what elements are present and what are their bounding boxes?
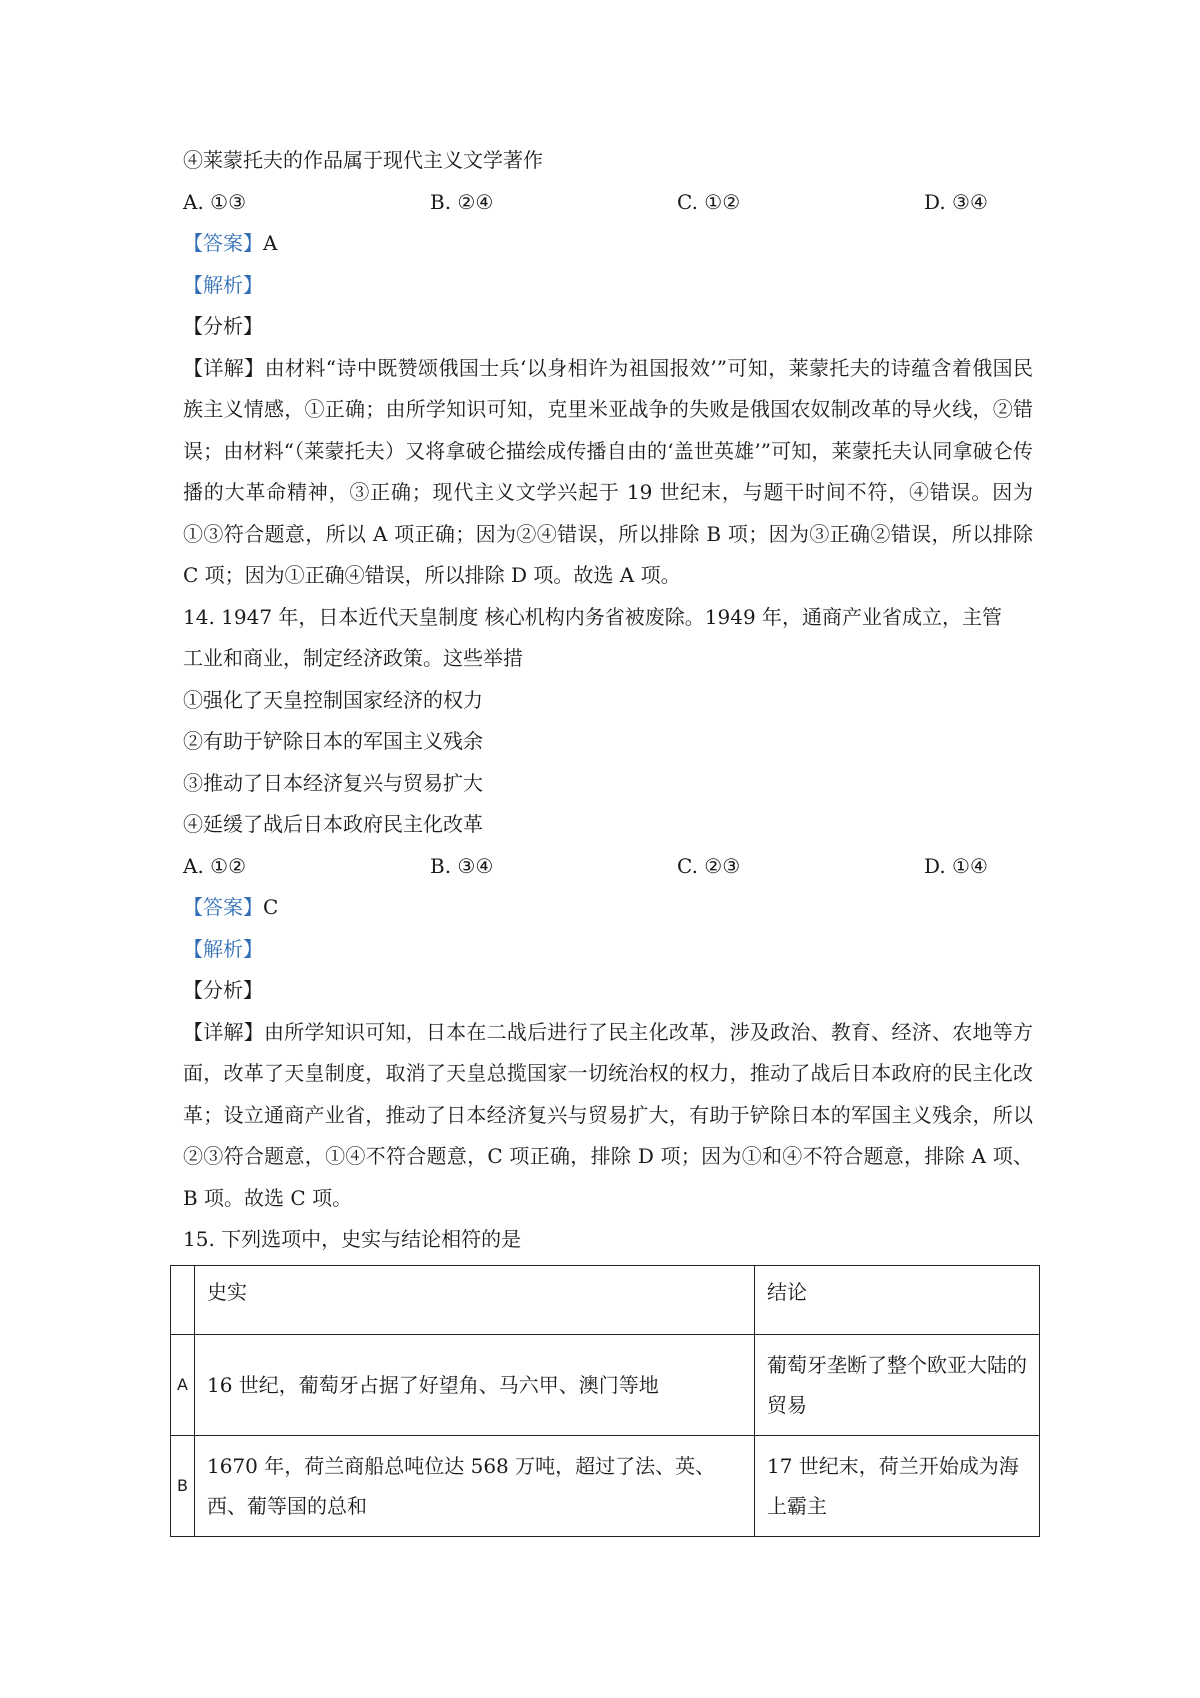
q14-detail — [183, 1012, 1033, 1220]
q14-stem: 14. 1947 年，日本近代天皇制度 核心机构内务省被废除。1949 年，通商产业省成立，主管 工业和商业，制定经济政策。这些举措 — [183, 604, 1003, 670]
detail-text: 由所学知识可知，日本在二战后进行了民主化改革，涉及政治、教育、经济、农地等方面，改革了天皇制度，取消了天皇总揽国家一切统治权的权力，推动了战后日本政府的民主化改革；设立通商产业省，推动了日本经济复兴与贸易扩大，有助于铲除日本的军国主义残余，所以②③符合题意，①④不符合题意，C 项正确，排除 D 项；因为①和④不符合题意，排除 A 项、B 项。故选 C 项。 — [183, 1019, 1034, 1210]
q15-table — [170, 1265, 1040, 1537]
table-row — [171, 1335, 1040, 1436]
q13-option-c: C. ①② — [677, 189, 741, 214]
table-header-key — [171, 1266, 195, 1335]
q14-fenxi-tag: 【分析】 — [183, 978, 263, 1002]
row-fact: 1670 年，荷兰商船总吨位达 568 万吨，超过了法、英、西、葡等国的总和 — [194, 1436, 754, 1537]
q14-option-c: C. ②③ — [677, 853, 741, 878]
q13-analysis-tag: 【解析】 — [183, 272, 263, 297]
q14-statement-2: ②有助于铲除日本的军国主义残余 — [183, 729, 483, 753]
q15-stem: 15. 下列选项中，史实与结论相符的是 — [183, 1227, 522, 1251]
q14-analysis-tag: 【解析】 — [183, 936, 263, 961]
answer-tag: 【答案】 — [183, 895, 263, 919]
q13-statement-4: ④莱蒙托夫的作品属于现代主义文学著作 — [183, 148, 543, 172]
row-key: B — [171, 1436, 195, 1537]
row-conclusion: 葡萄牙垄断了整个欧亚大陆的贸易 — [754, 1335, 1039, 1436]
q14-answer — [183, 887, 1033, 929]
q13-options — [183, 182, 1033, 224]
q13-fenxi-tag: 【分析】 — [183, 314, 263, 338]
q14-option-a: A. ①② — [183, 853, 247, 878]
q13-option-a: A. ①③ — [183, 189, 247, 214]
q13-option-d: D. ③④ — [924, 189, 988, 214]
answer-value: C — [263, 895, 279, 919]
row-fact: 16 世纪，葡萄牙占据了好望角、马六甲、澳门等地 — [194, 1335, 754, 1436]
document-body — [183, 140, 1033, 1261]
q14-statement-1: ①强化了天皇控制国家经济的权力 — [183, 687, 483, 712]
table-header-fact: 史实 — [194, 1266, 754, 1335]
q14-option-d: D. ①④ — [924, 853, 988, 878]
q13-answer — [183, 223, 1033, 265]
q14-option-b: B. ③④ — [430, 853, 494, 878]
table-header-row — [171, 1266, 1040, 1335]
q14-statement-4: ④延缓了战后日本政府民主化改革 — [183, 812, 483, 836]
detail-tag: 【详解】 — [183, 1019, 264, 1044]
answer-tag: 【答案】 — [183, 231, 263, 255]
detail-tag: 【详解】 — [183, 355, 265, 380]
table-row — [171, 1436, 1040, 1537]
row-conclusion: 17 世纪末，荷兰开始成为海上霸主 — [754, 1436, 1039, 1537]
row-key: A — [171, 1335, 195, 1436]
q14-options — [183, 846, 1033, 888]
q13-option-b: B. ②④ — [430, 189, 494, 214]
answer-value: A — [263, 231, 278, 255]
q13-detail — [183, 348, 1033, 597]
detail-text: 由材料“诗中既赞颂俄国士兵‘以身相许为祖国报效’”可知，莱蒙托夫的诗蕴含着俄国民族主义情感，①正确；由所学知识可知，克里米亚战争的失败是俄国农奴制改革的导火线，②错误；由材料“（莱蒙托夫）又将拿破仑描绘成传播自由的‘盖世英雄’”可知，莱蒙托夫认同拿破仑传播的大革命精神，③正确；现代主义文学兴起于 19 世纪末，与题干时间不符，④错误。因为①③符合题意，所以 A 项正确；因为②④错误，所以排除 B 项；因为③正确②错误，所以排除 C 项；因为①正确④错误，所以排除 D 项。故选 A 项。 — [183, 355, 1033, 587]
table-header-conclusion: 结论 — [754, 1266, 1039, 1335]
q14-statement-3: ③推动了日本经济复兴与贸易扩大 — [183, 770, 483, 795]
